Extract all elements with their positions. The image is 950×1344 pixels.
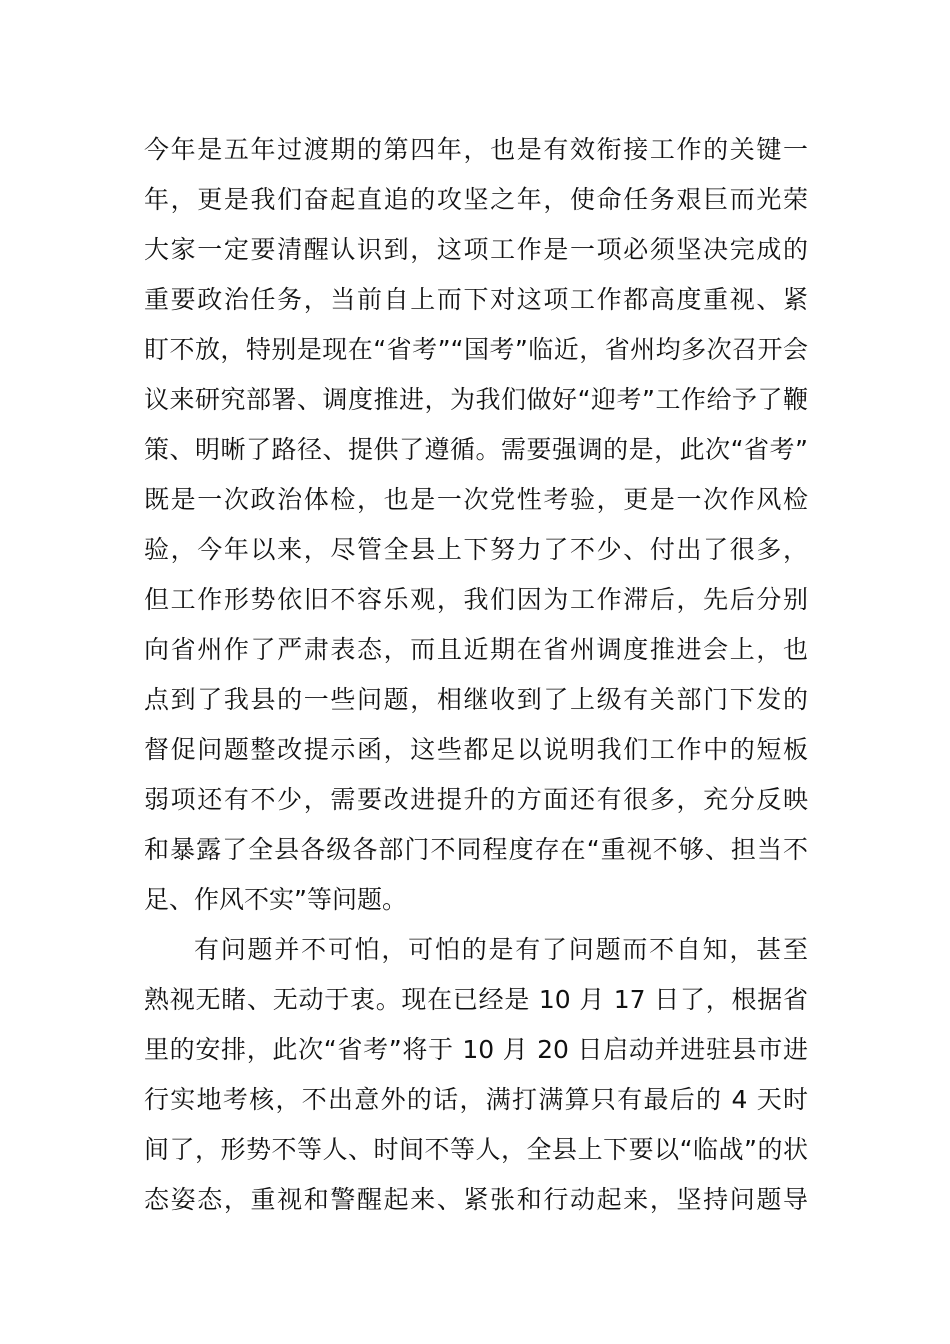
text-line: 盯不放，特别是现在“省考”“国考”临近，省州均多次召开会 <box>144 335 808 364</box>
text-line: 点到了我县的一些问题，相继收到了上级有关部门下发的 <box>144 685 808 714</box>
text-line: 验，今年以来，尽管全县上下努力了不少、付出了很多， <box>144 535 808 564</box>
text-line: 策、明晰了路径、提供了遵循。需要强调的是，此次“省考” <box>144 435 808 464</box>
text-line: 里的安排，此次“省考”将于 10 月 20 日启动并进驻县市进 <box>144 1035 808 1064</box>
text-line: 但工作形势依旧不容乐观，我们因为工作滞后，先后分别 <box>144 585 808 614</box>
text-line: 既是一次政治体检，也是一次党性考验，更是一次作风检 <box>144 485 808 514</box>
text-line: 议来研究部署、调度推进，为我们做好“迎考”工作给予了鞭 <box>144 385 808 414</box>
text-line: 熟视无睹、无动于衷。现在已经是 10 月 17 日了，根据省 <box>144 985 808 1014</box>
text-line: 弱项还有不少，需要改进提升的方面还有很多，充分反映 <box>144 785 808 814</box>
body-text <box>144 125 808 1225</box>
paragraph <box>144 125 808 925</box>
text-line: 年，更是我们奋起直追的攻坚之年，使命任务艰巨而光荣 <box>144 185 808 214</box>
text-line: 大家一定要清醒认识到，这项工作是一项必须坚决完成的 <box>144 235 808 264</box>
text-line: 行实地考核，不出意外的话，满打满算只有最后的 4 天时 <box>144 1085 808 1114</box>
text-line: 间了，形势不等人、时间不等人，全县上下要以“临战”的状 <box>144 1135 808 1164</box>
text-line: 态姿态，重视和警醒起来、紧张和行动起来，坚持问题导 <box>144 1185 808 1214</box>
text-line-first: 有问题并不可怕，可怕的是有了问题而不自知，甚至 <box>194 935 808 964</box>
text-line: 和暴露了全县各级各部门不同程度存在“重视不够、担当不 <box>144 835 808 864</box>
text-line: 向省州作了严肃表态，而且近期在省州调度推进会上，也 <box>144 635 808 664</box>
text-line-last: 足、作风不实”等问题。 <box>144 885 407 914</box>
text-line: 督促问题整改提示函，这些都足以说明我们工作中的短板 <box>144 735 808 764</box>
text-line: 重要政治任务，当前自上而下对这项工作都高度重视、紧 <box>144 285 808 314</box>
paragraph <box>144 925 808 1225</box>
text-line: 今年是五年过渡期的第四年，也是有效衔接工作的关键一 <box>144 135 808 164</box>
